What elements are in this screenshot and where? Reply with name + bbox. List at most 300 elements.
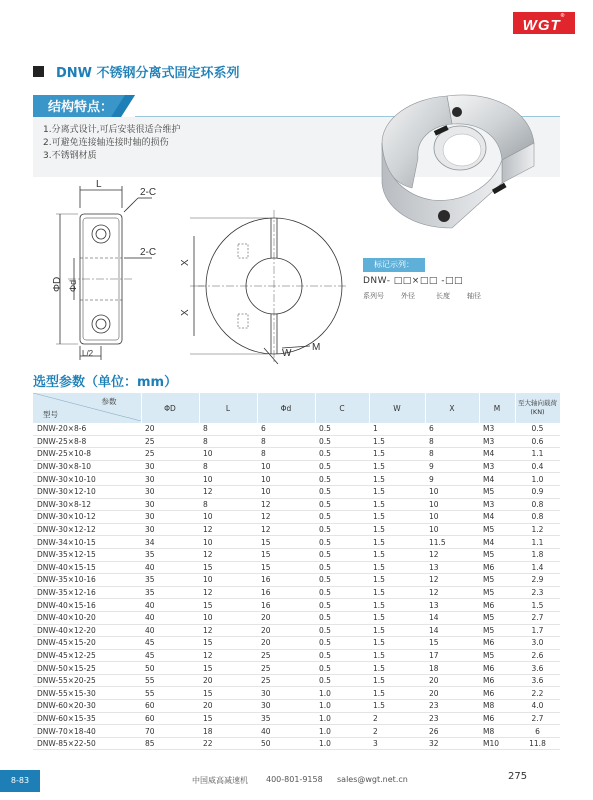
table-cell: 1.0 bbox=[315, 687, 369, 700]
table-cell: M6 bbox=[479, 561, 515, 574]
table-cell: 0.5 bbox=[315, 498, 369, 511]
table-cell: 40 bbox=[257, 725, 315, 738]
product-image bbox=[352, 88, 552, 243]
table-row bbox=[33, 460, 560, 473]
table-cell: 50 bbox=[257, 737, 315, 750]
table-cell: 12 bbox=[257, 523, 315, 536]
model-cell: DNW-34×10-15 bbox=[33, 536, 141, 549]
col-header: Φd bbox=[257, 393, 315, 423]
table-row bbox=[33, 523, 560, 536]
example-code: DNW- □□×□□ -□□ bbox=[363, 276, 463, 286]
table-cell: 1.5 bbox=[369, 498, 425, 511]
table-cell: 8 bbox=[425, 448, 479, 461]
table-cell: M5 bbox=[479, 586, 515, 599]
table-cell: 2.2 bbox=[515, 687, 560, 700]
feature-item: 3.不锈钢材质 bbox=[43, 151, 97, 161]
logo-registered-mark: ® bbox=[560, 13, 566, 19]
table-cell: 0.6 bbox=[515, 435, 560, 448]
table-cell: 12 bbox=[199, 523, 257, 536]
table-cell: 10 bbox=[257, 485, 315, 498]
model-cell: DNW-60×15-35 bbox=[33, 712, 141, 725]
corner-bottom-label: 型号 bbox=[43, 410, 58, 419]
table-cell: 0.5 bbox=[315, 586, 369, 599]
table-cell: 12 bbox=[199, 586, 257, 599]
table-cell: 20 bbox=[257, 637, 315, 650]
table-cell: 10 bbox=[199, 448, 257, 461]
example-label-series: 系列号 bbox=[363, 292, 384, 300]
table-cell: M6 bbox=[479, 674, 515, 687]
table-cell: 2.6 bbox=[515, 649, 560, 662]
table-cell: 32 bbox=[425, 737, 479, 750]
model-cell: DNW-70×18-40 bbox=[33, 725, 141, 738]
model-cell: DNW-40×15-16 bbox=[33, 599, 141, 612]
table-cell: 18 bbox=[199, 725, 257, 738]
table-cell: 15 bbox=[199, 712, 257, 725]
page-number: 275 bbox=[508, 771, 528, 782]
table-cell: 20 bbox=[141, 423, 199, 435]
table-cell: 0.5 bbox=[315, 423, 369, 435]
table-cell: M5 bbox=[479, 548, 515, 561]
table-cell: 0.5 bbox=[315, 473, 369, 486]
table-cell: 35 bbox=[141, 574, 199, 587]
corner-top-label: 参数 bbox=[101, 397, 117, 406]
table-cell: 16 bbox=[257, 574, 315, 587]
table-row bbox=[33, 574, 560, 587]
table-cell: 60 bbox=[141, 700, 199, 713]
table-cell: 6 bbox=[257, 423, 315, 435]
model-cell: DNW-30×10-12 bbox=[33, 511, 141, 524]
table-cell: 1.0 bbox=[315, 700, 369, 713]
table-cell: 30 bbox=[141, 485, 199, 498]
table-cell: 10 bbox=[199, 473, 257, 486]
table-cell: M8 bbox=[479, 725, 515, 738]
model-cell: DNW-30×8-12 bbox=[33, 498, 141, 511]
table-cell: 0.5 bbox=[315, 662, 369, 675]
table-cell: 8 bbox=[199, 423, 257, 435]
model-cell: DNW-25×10-8 bbox=[33, 448, 141, 461]
table-cell: 35 bbox=[141, 548, 199, 561]
table-cell: 6 bbox=[515, 725, 560, 738]
brand-logo bbox=[513, 12, 575, 34]
table-cell: 15 bbox=[257, 561, 315, 574]
model-cell: DNW-45×12-25 bbox=[33, 649, 141, 662]
feature-item: 2.可避免连接轴连接时轴的损伤 bbox=[43, 138, 169, 148]
table-cell: 0.5 bbox=[315, 511, 369, 524]
table-cell: 1.2 bbox=[515, 523, 560, 536]
table-cell: M4 bbox=[479, 448, 515, 461]
feature-item: 1.分离式设计,可后安装很适合维护 bbox=[43, 125, 181, 135]
table-cell: 10 bbox=[425, 485, 479, 498]
table-cell: 30 bbox=[257, 687, 315, 700]
table-cell: 1.5 bbox=[369, 448, 425, 461]
table-cell: M4 bbox=[479, 536, 515, 549]
table-row bbox=[33, 435, 560, 448]
table-cell: 1.0 bbox=[315, 737, 369, 750]
table-cell: 2 bbox=[369, 725, 425, 738]
model-cell: DNW-50×15-25 bbox=[33, 662, 141, 675]
table-cell: 25 bbox=[257, 649, 315, 662]
logo-text: WGT bbox=[522, 17, 561, 34]
table-cell: 35 bbox=[141, 586, 199, 599]
table-cell: 20 bbox=[199, 700, 257, 713]
example-label-shaft: 轴径 bbox=[467, 292, 481, 300]
table-cell: 0.5 bbox=[315, 548, 369, 561]
table-cell: 1.5 bbox=[369, 435, 425, 448]
table-cell: 12 bbox=[199, 548, 257, 561]
model-cell: DNW-20×8-6 bbox=[33, 423, 141, 435]
table-cell: 35 bbox=[257, 712, 315, 725]
table-cell: 40 bbox=[141, 611, 199, 624]
table-row bbox=[33, 624, 560, 637]
model-cell: DNW-30×10-10 bbox=[33, 473, 141, 486]
table-cell: 1 bbox=[369, 423, 425, 435]
table-cell: 12 bbox=[425, 574, 479, 587]
dim-x-bottom: X bbox=[180, 309, 191, 316]
table-cell: 14 bbox=[425, 611, 479, 624]
table-cell: M6 bbox=[479, 662, 515, 675]
model-cell: DNW-30×12-10 bbox=[33, 485, 141, 498]
table-cell: 4.0 bbox=[515, 700, 560, 713]
table-cell: 0.5 bbox=[315, 574, 369, 587]
table-cell: 25 bbox=[257, 662, 315, 675]
table-cell: 45 bbox=[141, 649, 199, 662]
table-cell: 16 bbox=[257, 599, 315, 612]
table-cell: 11.8 bbox=[515, 737, 560, 750]
table-cell: 1.5 bbox=[369, 674, 425, 687]
table-row bbox=[33, 448, 560, 461]
table-cell: M3 bbox=[479, 423, 515, 435]
dim-w: W bbox=[282, 348, 292, 359]
dim-phid: Φd bbox=[68, 279, 78, 292]
table-row bbox=[33, 649, 560, 662]
table-cell: 55 bbox=[141, 674, 199, 687]
table-cell: 15 bbox=[199, 687, 257, 700]
table-cell: 0.5 bbox=[315, 637, 369, 650]
table-cell: M5 bbox=[479, 523, 515, 536]
table-cell: M4 bbox=[479, 511, 515, 524]
table-cell: 20 bbox=[199, 674, 257, 687]
table-cell: 70 bbox=[141, 725, 199, 738]
table-cell: 10 bbox=[257, 473, 315, 486]
table-cell: 1.5 bbox=[369, 662, 425, 675]
table-cell: 12 bbox=[199, 649, 257, 662]
model-cell: DNW-30×12-12 bbox=[33, 523, 141, 536]
table-row bbox=[33, 662, 560, 675]
table-cell: 12 bbox=[425, 586, 479, 599]
table-cell: 30 bbox=[141, 511, 199, 524]
page-tab: 8-83 bbox=[0, 770, 40, 792]
table-row bbox=[33, 561, 560, 574]
table-cell: 2.3 bbox=[515, 586, 560, 599]
dim-2c-top: 2-C bbox=[140, 187, 157, 198]
example-label-length: 长度 bbox=[436, 292, 450, 300]
table-cell: 1.5 bbox=[369, 473, 425, 486]
table-cell: 30 bbox=[141, 523, 199, 536]
table-cell: 20 bbox=[425, 687, 479, 700]
dim-phiD: ΦD bbox=[52, 276, 63, 292]
table-cell: 1.5 bbox=[369, 637, 425, 650]
col-header: M bbox=[479, 393, 515, 423]
table-row bbox=[33, 737, 560, 750]
table-cell: 0.5 bbox=[315, 448, 369, 461]
table-cell: 30 bbox=[141, 498, 199, 511]
table-cell: 0.5 bbox=[315, 624, 369, 637]
table-cell: M3 bbox=[479, 460, 515, 473]
table-cell: 0.5 bbox=[315, 611, 369, 624]
model-cell: DNW-40×10-20 bbox=[33, 611, 141, 624]
table-cell: 0.5 bbox=[315, 674, 369, 687]
model-cell: DNW-45×15-20 bbox=[33, 637, 141, 650]
table-cell: 1.5 bbox=[369, 523, 425, 536]
table-cell: 0.5 bbox=[315, 523, 369, 536]
table-cell: 13 bbox=[425, 561, 479, 574]
table-cell: 30 bbox=[141, 460, 199, 473]
table-cell: M6 bbox=[479, 712, 515, 725]
table-cell: 1.5 bbox=[369, 599, 425, 612]
table-cell: 1.5 bbox=[369, 649, 425, 662]
table-row bbox=[33, 473, 560, 486]
table-cell: 8 bbox=[199, 460, 257, 473]
dim-half-L: L/2 bbox=[82, 349, 94, 358]
table-body bbox=[33, 423, 560, 750]
table-cell: 9 bbox=[425, 460, 479, 473]
model-cell: DNW-85×22-50 bbox=[33, 737, 141, 750]
table-row bbox=[33, 712, 560, 725]
table-cell: 3.0 bbox=[515, 637, 560, 650]
table-cell: M6 bbox=[479, 599, 515, 612]
table-row bbox=[33, 637, 560, 650]
table-cell: 1.5 bbox=[369, 574, 425, 587]
model-cell: DNW-35×12-15 bbox=[33, 548, 141, 561]
table-cell: 12 bbox=[257, 511, 315, 524]
front-view bbox=[190, 210, 348, 364]
table-cell: 1.5 bbox=[369, 611, 425, 624]
col-header: X bbox=[425, 393, 479, 423]
table-cell: 15 bbox=[199, 637, 257, 650]
table-cell: 50 bbox=[141, 662, 199, 675]
table-cell: 1.7 bbox=[515, 624, 560, 637]
model-cell: DNW-40×15-15 bbox=[33, 561, 141, 574]
table-cell: 1.0 bbox=[315, 712, 369, 725]
table-cell: 11.5 bbox=[425, 536, 479, 549]
table-cell: 0.5 bbox=[315, 561, 369, 574]
table-cell: M3 bbox=[479, 435, 515, 448]
table-cell: 3.6 bbox=[515, 674, 560, 687]
table-cell: 40 bbox=[141, 599, 199, 612]
table-row bbox=[33, 423, 560, 435]
table-cell: 10 bbox=[199, 511, 257, 524]
table-row bbox=[33, 725, 560, 738]
table-cell: 13 bbox=[425, 599, 479, 612]
table-cell: 0.5 bbox=[315, 460, 369, 473]
table-row bbox=[33, 611, 560, 624]
table-cell: 9 bbox=[425, 473, 479, 486]
table-cell: 1.5 bbox=[369, 700, 425, 713]
table-cell: 6 bbox=[425, 423, 479, 435]
table-cell: 10 bbox=[425, 523, 479, 536]
table-cell: 15 bbox=[199, 599, 257, 612]
table-cell: 1.5 bbox=[369, 460, 425, 473]
table-cell: 15 bbox=[425, 637, 479, 650]
table-cell: 25 bbox=[257, 674, 315, 687]
dim-x-top: X bbox=[180, 259, 191, 266]
table-cell: M8 bbox=[479, 700, 515, 713]
table-cell: 10 bbox=[199, 574, 257, 587]
table-cell: 8 bbox=[425, 435, 479, 448]
table-cell: 25 bbox=[141, 448, 199, 461]
col-header: ΦD bbox=[141, 393, 199, 423]
table-row bbox=[33, 536, 560, 549]
table-cell: M3 bbox=[479, 498, 515, 511]
table-cell: 0.5 bbox=[515, 423, 560, 435]
table-cell: 0.8 bbox=[515, 498, 560, 511]
col-header: 至大轴向载荷 (KN) bbox=[515, 393, 560, 423]
table-cell: 1.5 bbox=[369, 624, 425, 637]
table-cell: 1.4 bbox=[515, 561, 560, 574]
table-cell: 40 bbox=[141, 561, 199, 574]
table-cell: 1.5 bbox=[369, 561, 425, 574]
example-tag: 标记示列： bbox=[363, 258, 425, 272]
table-cell: 1.5 bbox=[369, 485, 425, 498]
features-heading: 结构特点： bbox=[48, 100, 114, 115]
table-row bbox=[33, 674, 560, 687]
table-cell: 1.0 bbox=[515, 473, 560, 486]
dim-2c-mid: 2-C bbox=[140, 247, 157, 258]
model-cell: DNW-35×12-16 bbox=[33, 586, 141, 599]
table-cell: 1.5 bbox=[369, 548, 425, 561]
table-cell: 34 bbox=[141, 536, 199, 549]
table-cell: M5 bbox=[479, 485, 515, 498]
table-cell: M5 bbox=[479, 574, 515, 587]
model-cell: DNW-25×8-8 bbox=[33, 435, 141, 448]
footer-email: sales@wgt.net.cn bbox=[337, 775, 408, 784]
table-cell: M6 bbox=[479, 687, 515, 700]
table-cell: 3.6 bbox=[515, 662, 560, 675]
table-cell: 12 bbox=[425, 548, 479, 561]
side-view bbox=[56, 186, 152, 360]
table-cell: 17 bbox=[425, 649, 479, 662]
table-cell: 15 bbox=[199, 662, 257, 675]
table-cell: 45 bbox=[141, 637, 199, 650]
table-header-row bbox=[33, 393, 560, 423]
table-cell: 2.7 bbox=[515, 712, 560, 725]
table-row bbox=[33, 599, 560, 612]
table-cell: 10 bbox=[425, 498, 479, 511]
col-header: C bbox=[315, 393, 369, 423]
model-cell: DNW-35×10-16 bbox=[33, 574, 141, 587]
table-cell: M5 bbox=[479, 649, 515, 662]
table-row bbox=[33, 586, 560, 599]
table-cell: 1.5 bbox=[369, 586, 425, 599]
model-cell: DNW-40×12-20 bbox=[33, 624, 141, 637]
table-cell: 0.8 bbox=[515, 511, 560, 524]
table-cell: M5 bbox=[479, 611, 515, 624]
table-cell: 15 bbox=[257, 536, 315, 549]
model-cell: DNW-60×20-30 bbox=[33, 700, 141, 713]
footer-company: 中国威高减速机 bbox=[192, 776, 248, 785]
table-cell: 10 bbox=[199, 611, 257, 624]
table-cell: 55 bbox=[141, 687, 199, 700]
table-cell: 1.1 bbox=[515, 536, 560, 549]
table-cell: 30 bbox=[141, 473, 199, 486]
table-cell: 20 bbox=[257, 624, 315, 637]
table-cell: 25 bbox=[141, 435, 199, 448]
table-cell: 23 bbox=[425, 700, 479, 713]
table-cell: 15 bbox=[257, 548, 315, 561]
table-cell: 1.5 bbox=[369, 536, 425, 549]
table-cell: 0.5 bbox=[315, 435, 369, 448]
table-cell: 16 bbox=[257, 586, 315, 599]
table-cell: 12 bbox=[199, 485, 257, 498]
table-cell: 2.7 bbox=[515, 611, 560, 624]
table-cell: M10 bbox=[479, 737, 515, 750]
model-cell: DNW-55×20-25 bbox=[33, 674, 141, 687]
table-cell: 1.8 bbox=[515, 548, 560, 561]
dim-m: M bbox=[312, 342, 321, 353]
table-cell: 8 bbox=[257, 448, 315, 461]
table-cell: 2 bbox=[369, 712, 425, 725]
table-cell: 8 bbox=[199, 435, 257, 448]
table-cell: M6 bbox=[479, 637, 515, 650]
dim-L: L bbox=[96, 179, 102, 190]
table-cell: M4 bbox=[479, 473, 515, 486]
table-row bbox=[33, 498, 560, 511]
table-row bbox=[33, 687, 560, 700]
model-cell: DNW-55×15-30 bbox=[33, 687, 141, 700]
table-row bbox=[33, 485, 560, 498]
table-cell: 15 bbox=[199, 561, 257, 574]
table-row bbox=[33, 700, 560, 713]
table-cell: 0.5 bbox=[315, 599, 369, 612]
table-cell: 85 bbox=[141, 737, 199, 750]
title-square-icon bbox=[33, 66, 44, 77]
table-row bbox=[33, 511, 560, 524]
table-cell: 40 bbox=[141, 624, 199, 637]
table-cell: 30 bbox=[257, 700, 315, 713]
table-cell: 23 bbox=[425, 712, 479, 725]
col-header: L bbox=[199, 393, 257, 423]
table-cell: 10 bbox=[425, 511, 479, 524]
example-label-od: 外径 bbox=[401, 292, 415, 300]
table-cell: 14 bbox=[425, 624, 479, 637]
table-cell: 0.5 bbox=[315, 649, 369, 662]
table-cell: 22 bbox=[199, 737, 257, 750]
table-cell: 60 bbox=[141, 712, 199, 725]
table-cell: 3 bbox=[369, 737, 425, 750]
table-cell: 26 bbox=[425, 725, 479, 738]
table-cell: 2.9 bbox=[515, 574, 560, 587]
table-cell: 0.5 bbox=[315, 485, 369, 498]
table-cell: 1.5 bbox=[369, 511, 425, 524]
page-title: DNW 不锈钢分离式固定环系列 bbox=[56, 66, 240, 81]
table-cell: 1.0 bbox=[315, 725, 369, 738]
table-cell: 0.4 bbox=[515, 460, 560, 473]
table-cell: 10 bbox=[199, 536, 257, 549]
table-cell: 0.9 bbox=[515, 485, 560, 498]
table-cell: M5 bbox=[479, 624, 515, 637]
technical-drawing bbox=[28, 178, 348, 368]
table-cell: 18 bbox=[425, 662, 479, 675]
table-cell: 12 bbox=[257, 498, 315, 511]
table-cell: 10 bbox=[257, 460, 315, 473]
table-cell: 12 bbox=[199, 624, 257, 637]
table-cell: 20 bbox=[425, 674, 479, 687]
table-cell: 20 bbox=[257, 611, 315, 624]
table-cell: 0.5 bbox=[315, 536, 369, 549]
table-cell: 8 bbox=[199, 498, 257, 511]
table-cell: 1.1 bbox=[515, 448, 560, 461]
features-list bbox=[43, 124, 180, 163]
